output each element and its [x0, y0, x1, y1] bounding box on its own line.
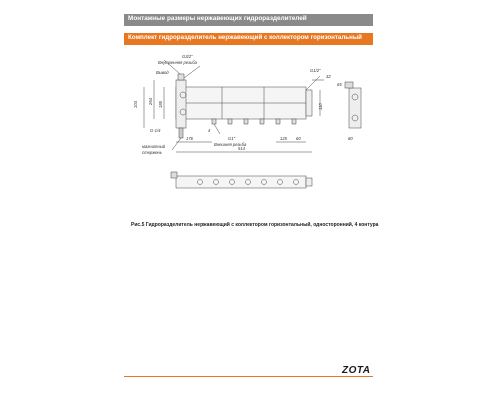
label-d125: 125 [280, 136, 287, 141]
label-d80: 80 [348, 136, 353, 141]
label-d65: 65 [337, 82, 342, 87]
section-title: Монтажные размеры нержавеющих гидроразделителей [128, 15, 307, 22]
zota-logo: ZOTA [342, 365, 371, 376]
plan-view [176, 176, 306, 188]
separator-column [176, 80, 186, 128]
footer-divider [124, 376, 373, 377]
label-dim-104: 104 [133, 101, 138, 108]
label-g32-top: G3/2" [182, 54, 193, 59]
technical-drawing [124, 50, 374, 220]
label-dim-185: 185 [158, 101, 163, 108]
label-outer-thread: Внешняя резьба [214, 142, 247, 147]
figure-caption: Рис.5 Гидроразделитель нержавеющий с коллектором горизонтальный, односторонний, 4 контура [131, 222, 379, 228]
label-g1-2: G1/2" [310, 68, 321, 73]
magnetic-rod [179, 128, 183, 138]
label-vent: Вывод [156, 70, 169, 75]
label-d176: 176 [186, 136, 193, 141]
label-inner-thread: Внутренняя резьба [158, 60, 197, 65]
label-d32: 32 [326, 74, 331, 79]
section-header [124, 14, 373, 26]
label-d60: 60 [296, 136, 301, 141]
label-g1-4: G-1/4 [150, 128, 161, 133]
label-d110: 110 [318, 103, 323, 110]
label-g1: G1" [228, 136, 236, 141]
label-magnetic-rod-2: стержень [142, 150, 162, 155]
label-d514: 514 [238, 146, 245, 151]
label-magnetic-rod-1: магнитный [142, 144, 166, 149]
label-dim-264: 264 [148, 98, 153, 105]
label-dim-4: 4 [208, 128, 211, 133]
subsection-title: Комплект гидроразделитель нержавеющий с коллектором горизонтальный [128, 34, 362, 41]
subsection-header [124, 33, 373, 45]
